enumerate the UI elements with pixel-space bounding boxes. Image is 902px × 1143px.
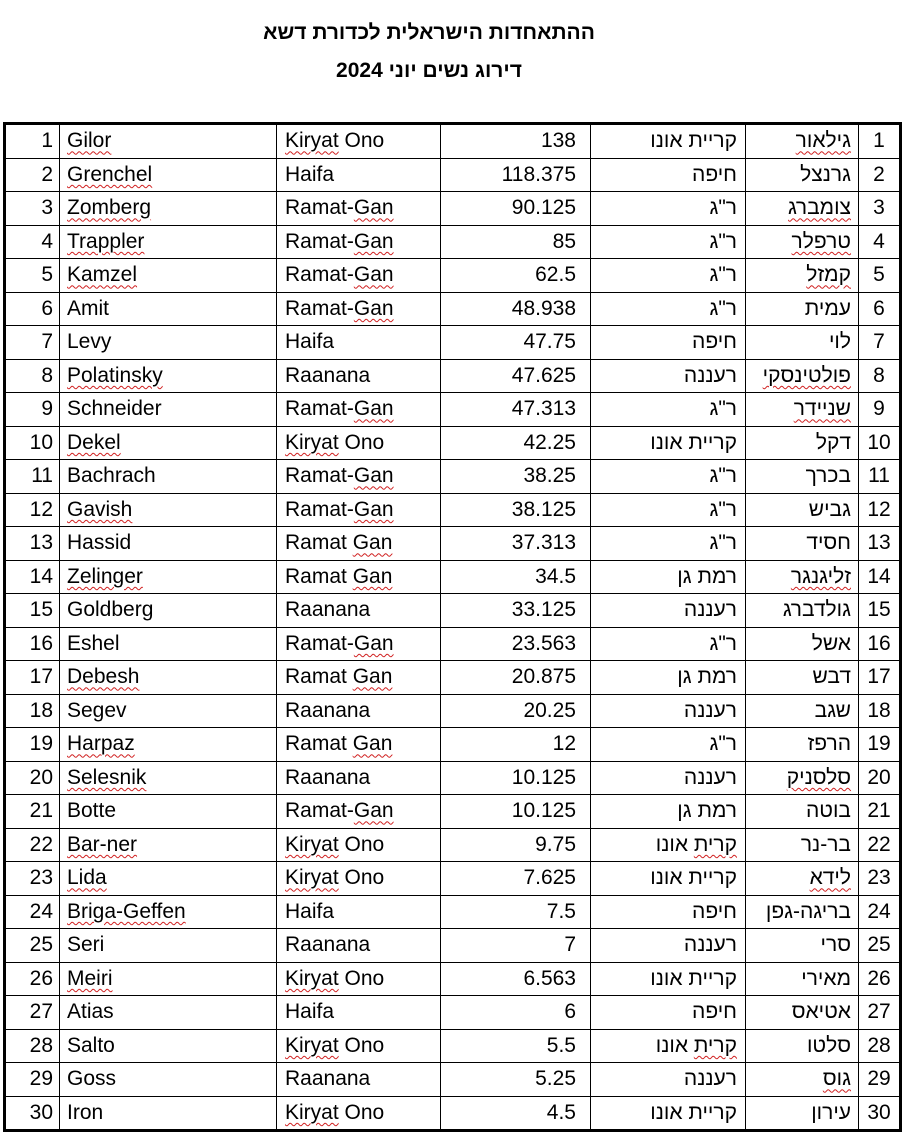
city-cell: Haifa [277, 895, 441, 929]
name-cell: Atias [60, 996, 277, 1030]
rank-cell: 13 [5, 527, 60, 561]
hebrew-name-cell [746, 259, 859, 293]
city-cell: Raanana [277, 929, 441, 963]
hebrew-city-cell: קריית אונו [591, 426, 746, 460]
hebrew-city-cell: ר"ג [591, 292, 746, 326]
table-row [5, 493, 901, 527]
score-cell: 38.25 [441, 460, 591, 494]
city-cell: Kiryat Ono [277, 124, 441, 159]
hebrew-name-cell [746, 862, 859, 896]
hebrew-city-cell: רמת גן [591, 560, 746, 594]
city-cell: Ramat Gan [277, 560, 441, 594]
score-cell: 34.5 [441, 560, 591, 594]
hebrew-city-cell: קרית אונו [591, 1029, 746, 1063]
name-cell [60, 895, 277, 929]
hebrew-name-cell [746, 225, 859, 259]
city-cell: Ramat-Gan [277, 460, 441, 494]
table-row [5, 1029, 901, 1063]
score-cell: 47.313 [441, 393, 591, 427]
hebrew-city-cell: ר"ג [591, 225, 746, 259]
city-cell: Kiryat Ono [277, 1029, 441, 1063]
spellcheck-underline: גוס [822, 1067, 851, 1091]
table-row [5, 862, 901, 896]
hebrew-name-cell: אטיאס [746, 996, 859, 1030]
score-cell: 38.125 [441, 493, 591, 527]
city-cell: Raanana [277, 694, 441, 728]
score-cell: 7.5 [441, 895, 591, 929]
city-cell: Ramat-Gan [277, 292, 441, 326]
hebrew-city-cell: קריית אונו [591, 962, 746, 996]
table-row [5, 225, 901, 259]
table-row [5, 292, 901, 326]
rank-cell-right: 15 [859, 594, 901, 628]
spellcheck-underline: Selesnik [67, 765, 147, 789]
hebrew-name-cell [746, 192, 859, 226]
city-cell: Kiryat Ono [277, 828, 441, 862]
hebrew-city-cell: ר"ג [591, 527, 746, 561]
name-cell [60, 761, 277, 795]
rank-cell: 26 [5, 962, 60, 996]
hebrew-city-cell: ר"ג [591, 259, 746, 293]
spellcheck-underline: Kiryat [285, 430, 339, 454]
hebrew-city-cell: רעננה [591, 594, 746, 628]
score-cell: 7.625 [441, 862, 591, 896]
city-cell: Raanana [277, 761, 441, 795]
rank-cell: 30 [5, 1096, 60, 1131]
score-cell: 20.25 [441, 694, 591, 728]
name-cell [60, 493, 277, 527]
score-cell: 47.625 [441, 359, 591, 393]
rank-cell: 25 [5, 929, 60, 963]
name-cell [60, 828, 277, 862]
name-cell [60, 359, 277, 393]
score-cell: 5.25 [441, 1063, 591, 1097]
city-cell: Haifa [277, 996, 441, 1030]
spellcheck-underline: Kiryat [285, 1100, 339, 1124]
rank-cell: 9 [5, 393, 60, 427]
table-row [5, 326, 901, 360]
rank-cell: 16 [5, 627, 60, 661]
score-cell: 33.125 [441, 594, 591, 628]
city-cell: Ramat-Gan [277, 795, 441, 829]
rank-cell: 18 [5, 694, 60, 728]
table-row [5, 1096, 901, 1131]
rank-cell-right: 23 [859, 862, 901, 896]
score-cell: 85 [441, 225, 591, 259]
hebrew-name-cell: מאירי [746, 962, 859, 996]
spellcheck-underline: Gan [353, 296, 394, 320]
city-cell: Ramat-Gan [277, 192, 441, 226]
name-cell [60, 426, 277, 460]
spellcheck-underline: Polatinsky [67, 363, 163, 387]
rank-cell: 27 [5, 996, 60, 1030]
hebrew-name-cell: שגב [746, 694, 859, 728]
name-cell: Hassid [60, 527, 277, 561]
name-cell [60, 158, 277, 192]
rank-cell: 10 [5, 426, 60, 460]
hebrew-city-cell: רעננה [591, 929, 746, 963]
rank-cell: 4 [5, 225, 60, 259]
rank-cell-right: 3 [859, 192, 901, 226]
table-row [5, 426, 901, 460]
spellcheck-underline: Gan [352, 564, 393, 588]
spellcheck-underline: סלסניק [786, 765, 851, 789]
score-cell: 42.25 [441, 426, 591, 460]
hebrew-name-cell: עמית [746, 292, 859, 326]
spellcheck-underline: Gan [353, 196, 394, 220]
rank-cell: 1 [5, 124, 60, 159]
rank-cell-right: 5 [859, 259, 901, 293]
rank-cell: 21 [5, 795, 60, 829]
table-row [5, 393, 901, 427]
table-row [5, 694, 901, 728]
hebrew-name-cell: בוטה [746, 795, 859, 829]
rank-cell-right: 12 [859, 493, 901, 527]
hebrew-city-cell: קריית אונו [591, 862, 746, 896]
rank-cell-right: 30 [859, 1096, 901, 1131]
spellcheck-underline: Zomberg [67, 196, 152, 220]
rank-cell-right: 1 [859, 124, 901, 159]
hebrew-city-cell: רמת גן [591, 795, 746, 829]
hebrew-city-cell: חיפה [591, 158, 746, 192]
rank-cell: 5 [5, 259, 60, 293]
score-cell: 90.125 [441, 192, 591, 226]
city-cell: Haifa [277, 326, 441, 360]
ranking-table [3, 122, 902, 1132]
hebrew-city-cell: רמת גן [591, 661, 746, 695]
spellcheck-underline: Lida [67, 866, 107, 890]
spellcheck-underline: זליגנגר [790, 564, 851, 588]
city-cell: Raanana [277, 1063, 441, 1097]
spellcheck-underline: Gan [353, 397, 394, 421]
score-cell: 4.5 [441, 1096, 591, 1131]
name-cell [60, 259, 277, 293]
hebrew-name-cell [746, 393, 859, 427]
table-row [5, 460, 901, 494]
table-row [5, 728, 901, 762]
table-row [5, 661, 901, 695]
rank-cell: 7 [5, 326, 60, 360]
name-cell: Segev [60, 694, 277, 728]
hebrew-name-cell: דבש [746, 661, 859, 695]
score-cell: 37.313 [441, 527, 591, 561]
hebrew-name-cell: בריגה-גפן [746, 895, 859, 929]
rank-cell-right: 10 [859, 426, 901, 460]
hebrew-name-cell: גרנצל [746, 158, 859, 192]
spellcheck-underline: טרפלר [791, 229, 851, 253]
rank-cell-right: 6 [859, 292, 901, 326]
rank-cell-right: 18 [859, 694, 901, 728]
hebrew-name-cell: סלטו [746, 1029, 859, 1063]
spellcheck-underline: Bar-ner [67, 832, 138, 856]
rank-cell-right: 9 [859, 393, 901, 427]
rank-cell-right: 11 [859, 460, 901, 494]
city-cell: Ramat-Gan [277, 259, 441, 293]
table-row [5, 560, 901, 594]
hebrew-city-cell: חיפה [591, 996, 746, 1030]
title-line-2: דירוג נשים יוני 2024 [336, 59, 522, 82]
spellcheck-underline: Gan [353, 799, 394, 823]
spellcheck-underline: Gan [353, 497, 394, 521]
hebrew-city-cell: ר"ג [591, 192, 746, 226]
spellcheck-underline: Zelinger [67, 564, 143, 588]
hebrew-city-cell: קריית אונו [591, 124, 746, 159]
name-cell: Bachrach [60, 460, 277, 494]
score-cell: 7 [441, 929, 591, 963]
spellcheck-underline: Gavish [67, 497, 133, 521]
hebrew-city-cell: ר"ג [591, 460, 746, 494]
spellcheck-underline: Harpaz [67, 732, 135, 756]
rank-cell-right: 13 [859, 527, 901, 561]
spellcheck-underline: Debesh [67, 665, 140, 689]
table-row [5, 192, 901, 226]
hebrew-name-cell: חסיד [746, 527, 859, 561]
name-cell [60, 862, 277, 896]
score-cell: 10.125 [441, 795, 591, 829]
hebrew-name-cell: עירון [746, 1096, 859, 1131]
table-row [5, 158, 901, 192]
score-cell: 47.75 [441, 326, 591, 360]
name-cell: Schneider [60, 393, 277, 427]
hebrew-name-cell [746, 359, 859, 393]
hebrew-name-cell: בכרך [746, 460, 859, 494]
table-row [5, 1063, 901, 1097]
rank-cell: 11 [5, 460, 60, 494]
rank-cell-right: 4 [859, 225, 901, 259]
score-cell: 118.375 [441, 158, 591, 192]
table-row [5, 795, 901, 829]
rank-cell: 12 [5, 493, 60, 527]
ranking-table-body [5, 124, 901, 1131]
name-cell [60, 728, 277, 762]
city-cell: Ramat-Gan [277, 627, 441, 661]
hebrew-city-cell: ר"ג [591, 728, 746, 762]
score-cell: 5.5 [441, 1029, 591, 1063]
score-cell: 20.875 [441, 661, 591, 695]
rank-cell-right: 19 [859, 728, 901, 762]
rank-cell-right: 24 [859, 895, 901, 929]
spellcheck-underline: Gan [353, 263, 394, 287]
table-row [5, 594, 901, 628]
table-row [5, 627, 901, 661]
name-cell: Salto [60, 1029, 277, 1063]
spellcheck-underline: לידא [809, 866, 851, 890]
rank-cell-right: 16 [859, 627, 901, 661]
rank-cell-right: 14 [859, 560, 901, 594]
score-cell: 9.75 [441, 828, 591, 862]
rank-cell: 29 [5, 1063, 60, 1097]
spellcheck-underline: קרית [693, 1033, 737, 1057]
hebrew-city-cell: חיפה [591, 895, 746, 929]
hebrew-city-cell: רעננה [591, 694, 746, 728]
name-cell: Goldberg [60, 594, 277, 628]
spellcheck-underline: Kiryat [285, 832, 339, 856]
name-cell: Iron [60, 1096, 277, 1131]
rank-cell: 22 [5, 828, 60, 862]
hebrew-city-cell: ר"ג [591, 627, 746, 661]
rank-cell-right: 2 [859, 158, 901, 192]
rank-cell: 3 [5, 192, 60, 226]
rank-cell-right: 8 [859, 359, 901, 393]
city-cell: Ramat Gan [277, 728, 441, 762]
hebrew-name-cell: דקל [746, 426, 859, 460]
spellcheck-underline: קמזל [806, 263, 851, 287]
rank-cell: 2 [5, 158, 60, 192]
city-cell: Kiryat Ono [277, 426, 441, 460]
hebrew-city-cell: רעננה [591, 1063, 746, 1097]
rank-cell: 20 [5, 761, 60, 795]
rank-cell: 17 [5, 661, 60, 695]
spellcheck-underline: Trappler [67, 229, 145, 253]
score-cell: 62.5 [441, 259, 591, 293]
name-cell: Amit [60, 292, 277, 326]
rank-cell-right: 22 [859, 828, 901, 862]
name-cell [60, 962, 277, 996]
score-cell: 6.563 [441, 962, 591, 996]
rank-cell-right: 20 [859, 761, 901, 795]
score-cell: 138 [441, 124, 591, 159]
name-cell: Botte [60, 795, 277, 829]
hebrew-name-cell: הרפז [746, 728, 859, 762]
city-cell: Ramat-Gan [277, 225, 441, 259]
table-row [5, 527, 901, 561]
spellcheck-underline: גילאור [795, 129, 851, 153]
rank-cell-right: 25 [859, 929, 901, 963]
hebrew-name-cell: בר-נר [746, 828, 859, 862]
name-cell [60, 225, 277, 259]
table-row [5, 259, 901, 293]
hebrew-name-cell [746, 1063, 859, 1097]
name-cell: Levy [60, 326, 277, 360]
hebrew-name-cell: סרי [746, 929, 859, 963]
name-cell [60, 560, 277, 594]
spellcheck-underline: Kamzel [67, 263, 138, 287]
document-title [0, 14, 858, 90]
table-row [5, 359, 901, 393]
name-cell [60, 661, 277, 695]
rank-cell: 23 [5, 862, 60, 896]
city-cell: Kiryat Ono [277, 862, 441, 896]
rank-cell: 19 [5, 728, 60, 762]
city-cell: Raanana [277, 359, 441, 393]
spellcheck-underline: Meiri [67, 966, 113, 990]
title-line-1: ההתאחדות הישראלית לכדורת דשא [263, 21, 595, 44]
city-cell: Ramat Gan [277, 527, 441, 561]
table-row [5, 962, 901, 996]
name-cell [60, 124, 277, 159]
name-cell: Goss [60, 1063, 277, 1097]
hebrew-name-cell: לוי [746, 326, 859, 360]
city-cell: Kiryat Ono [277, 1096, 441, 1131]
spellcheck-underline: Kiryat [285, 1033, 339, 1057]
spellcheck-underline: שניידר [793, 397, 851, 421]
table-row [5, 996, 901, 1030]
city-cell: Haifa [277, 158, 441, 192]
city-cell: Ramat-Gan [277, 393, 441, 427]
score-cell: 12 [441, 728, 591, 762]
score-cell: 23.563 [441, 627, 591, 661]
rank-cell: 6 [5, 292, 60, 326]
hebrew-city-cell: חיפה [591, 326, 746, 360]
spellcheck-underline: Kiryat [285, 966, 339, 990]
spellcheck-underline: Kiryat [285, 866, 339, 890]
city-cell: Kiryat Ono [277, 962, 441, 996]
hebrew-city-cell: קריית אונו [591, 1096, 746, 1131]
spellcheck-underline: Gan [353, 631, 394, 655]
rank-cell-right: 27 [859, 996, 901, 1030]
hebrew-name-cell: גביש [746, 493, 859, 527]
rank-cell-right: 29 [859, 1063, 901, 1097]
table-row [5, 761, 901, 795]
table-row [5, 895, 901, 929]
hebrew-name-cell [746, 124, 859, 159]
rank-cell-right: 7 [859, 326, 901, 360]
rank-cell: 15 [5, 594, 60, 628]
rank-cell: 8 [5, 359, 60, 393]
name-cell [60, 192, 277, 226]
city-cell: Ramat-Gan [277, 493, 441, 527]
hebrew-city-cell: רעננה [591, 359, 746, 393]
spellcheck-underline: Gilor [67, 129, 112, 153]
hebrew-name-cell: גולדברג [746, 594, 859, 628]
spellcheck-underline: Kiryat [285, 129, 339, 153]
hebrew-city-cell: ר"ג [591, 493, 746, 527]
hebrew-name-cell [746, 761, 859, 795]
spellcheck-underline: Briga-Geffen [67, 899, 186, 923]
spellcheck-underline: פולטינסקי [762, 363, 851, 387]
spellcheck-underline: צומברג [788, 196, 851, 220]
table-row [5, 828, 901, 862]
spellcheck-underline: Grenchel [67, 162, 153, 186]
hebrew-city-cell: רעננה [591, 761, 746, 795]
spellcheck-underline: Gan [352, 531, 393, 555]
hebrew-city-cell: קרית אונו [591, 828, 746, 862]
rank-cell: 28 [5, 1029, 60, 1063]
spellcheck-underline: Gan [353, 229, 394, 253]
spellcheck-underline: קרית [693, 832, 737, 856]
score-cell: 48.938 [441, 292, 591, 326]
rank-cell-right: 28 [859, 1029, 901, 1063]
spellcheck-underline: Gan [352, 732, 393, 756]
rank-cell-right: 21 [859, 795, 901, 829]
rank-cell-right: 26 [859, 962, 901, 996]
table-row [5, 124, 901, 159]
hebrew-name-cell: אשל [746, 627, 859, 661]
hebrew-city-cell: ר"ג [591, 393, 746, 427]
city-cell: Raanana [277, 594, 441, 628]
spellcheck-underline: Dekel [67, 430, 121, 454]
rank-cell-right: 17 [859, 661, 901, 695]
table-row [5, 929, 901, 963]
spellcheck-underline: Gan [353, 464, 394, 488]
name-cell: Seri [60, 929, 277, 963]
score-cell: 10.125 [441, 761, 591, 795]
rank-cell: 24 [5, 895, 60, 929]
city-cell: Ramat Gan [277, 661, 441, 695]
name-cell: Eshel [60, 627, 277, 661]
rank-cell: 14 [5, 560, 60, 594]
spellcheck-underline: Gan [352, 665, 393, 689]
score-cell: 6 [441, 996, 591, 1030]
hebrew-name-cell [746, 560, 859, 594]
